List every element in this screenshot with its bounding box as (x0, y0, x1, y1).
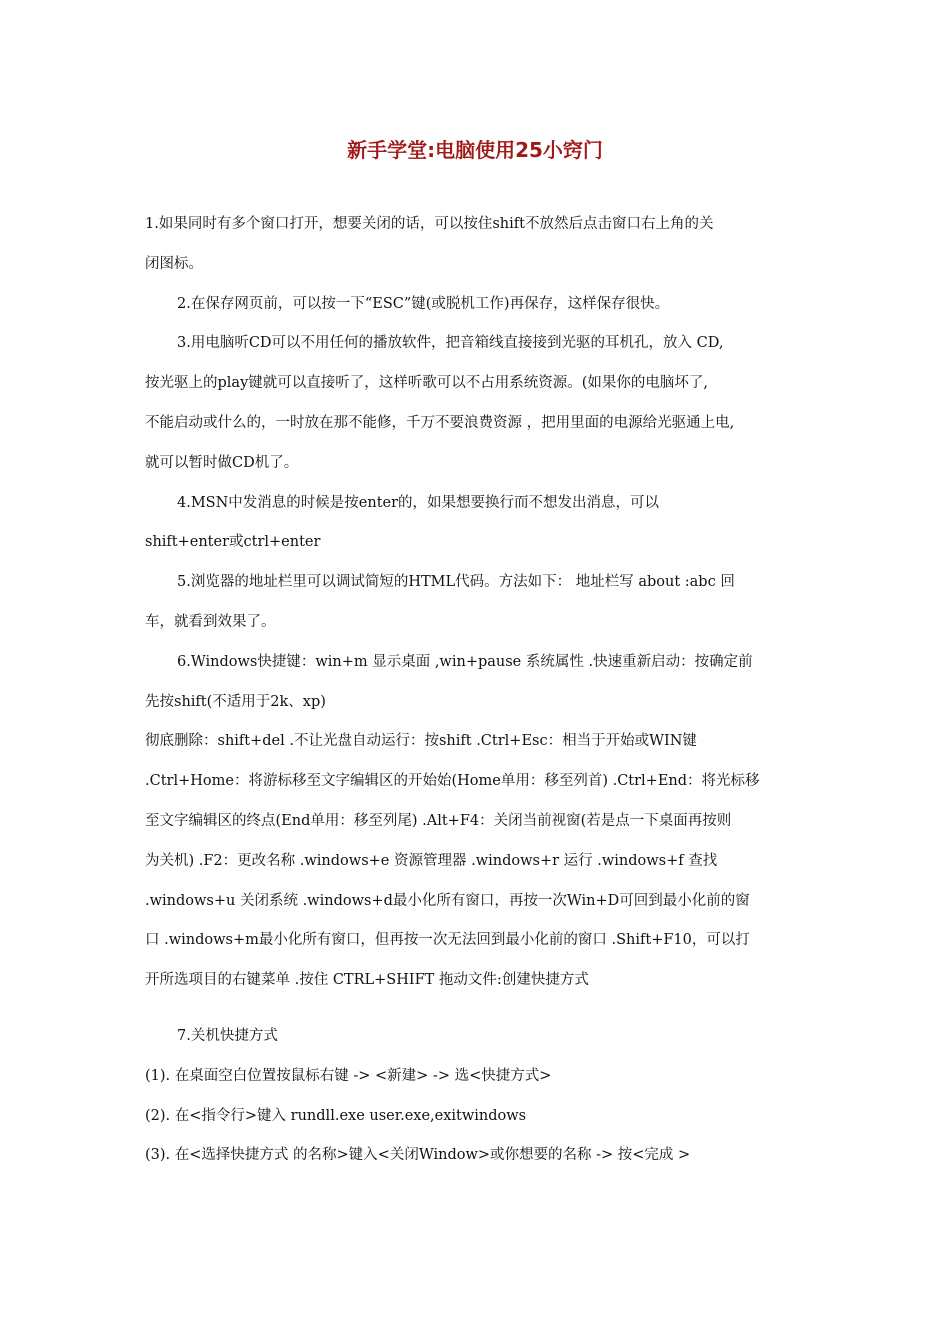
paragraph-4-line-2: shift+enter或ctrl+enter (145, 534, 321, 551)
document-title: 新手学堂:电脑使用25小窍门 (347, 138, 603, 162)
paragraph-6-line-4: .Ctrl+Home：将游标移至文字编辑区的开始始(Home单用：移至列首) .Ctrl+End：将光标移 (145, 773, 760, 790)
paragraph-3-line-4: 就可以暂时做CD机了。 (145, 454, 299, 471)
paragraph-6-line-7: .windows+u 关闭系统 .windows+d最小化所有窗口，再按一次Win+D可回到最小化前的窗 (145, 892, 750, 909)
paragraph-1-line-1: 1.如果同时有多个窗口打开，想要关闭的话，可以按住shift不放然后点击窗口右上角的关 (145, 216, 714, 232)
paragraph-6-line-1: 6.Windows快捷键：win+m 显示桌面 ,win+pause 系统属性 .快速重新启动：按确定前 (177, 653, 753, 670)
paragraph-6-line-2: 先按shift(不适用于2k、xp) (145, 693, 326, 710)
paragraph-3-line-2: 按光驱上的play键就可以直接听了，这样听歌可以不占用系统资源。(如果你的电脑坏了, (145, 375, 709, 392)
paragraph-gap (145, 1001, 817, 1017)
step-2: (2). 在<指令行>键入 rundll.exe user.exe,exitwindows (145, 1107, 527, 1124)
paragraph-7-heading: 7.关机快捷方式 (177, 1027, 278, 1044)
paragraph-3-line-3: 不能启动或什么的，一时放在那不能修，千万不要浪费资源 ，把用里面的电源给光驱通上电, (145, 414, 735, 431)
step-1: (1). 在桌面空白位置按鼠标右键 -> <新建> -> 选<快捷方式> (145, 1067, 552, 1084)
paragraph-6-line-6: 为关机) .F2：更改名称 .windows+e 资源管理器 .windows+r 运行 .windows+f 查找 (145, 852, 718, 869)
paragraph-1-line-2: 闭图标。 (145, 255, 203, 272)
paragraph-6-line-5: 至文字编辑区的终点(End单用：移至列尾) .Alt+F4：关闭当前视窗(若是点一下桌面再按则 (145, 812, 732, 829)
paragraph-2-line-1: 2.在保存网页前，可以按一下“ESC”键(或脱机工作)再保存，这样保存很快。 (177, 295, 670, 312)
document-body (145, 205, 817, 1176)
step-3: (3). 在<选择快捷方式 的名称>键入<关闭Window>或你想要的名称 -> 按<完成 > (145, 1147, 691, 1164)
paragraph-4-line-1: 4.MSN中发消息的时候是按enter的，如果想要换行而不想发出消息，可以 (177, 494, 660, 511)
paragraph-5-line-1: 5.浏览器的地址栏里可以调试简短的HTML代码。方法如下： 地址栏写 about :abc 回 (177, 574, 735, 591)
paragraph-6-line-8: 口 .windows+m最小化所有窗口，但再按一次无法回到最小化前的窗口 .Shift+F10，可以打 (145, 932, 750, 949)
paragraph-6-line-3: 彻底删除：shift+del .不让光盘自动运行：按shift .Ctrl+Esc：相当于开始或WIN键 (145, 733, 697, 750)
paragraph-3-line-1: 3.用电脑听CD可以不用任何的播放软件，把音箱线直接接到光驱的耳机孔，放入 CD, (177, 335, 724, 352)
paragraph-6-line-9: 开所选项目的右键菜单 .按住 CTRL+SHIFT 拖动文件:创建快捷方式 (145, 972, 589, 989)
paragraph-5-line-2: 车，就看到效果了。 (145, 613, 276, 630)
